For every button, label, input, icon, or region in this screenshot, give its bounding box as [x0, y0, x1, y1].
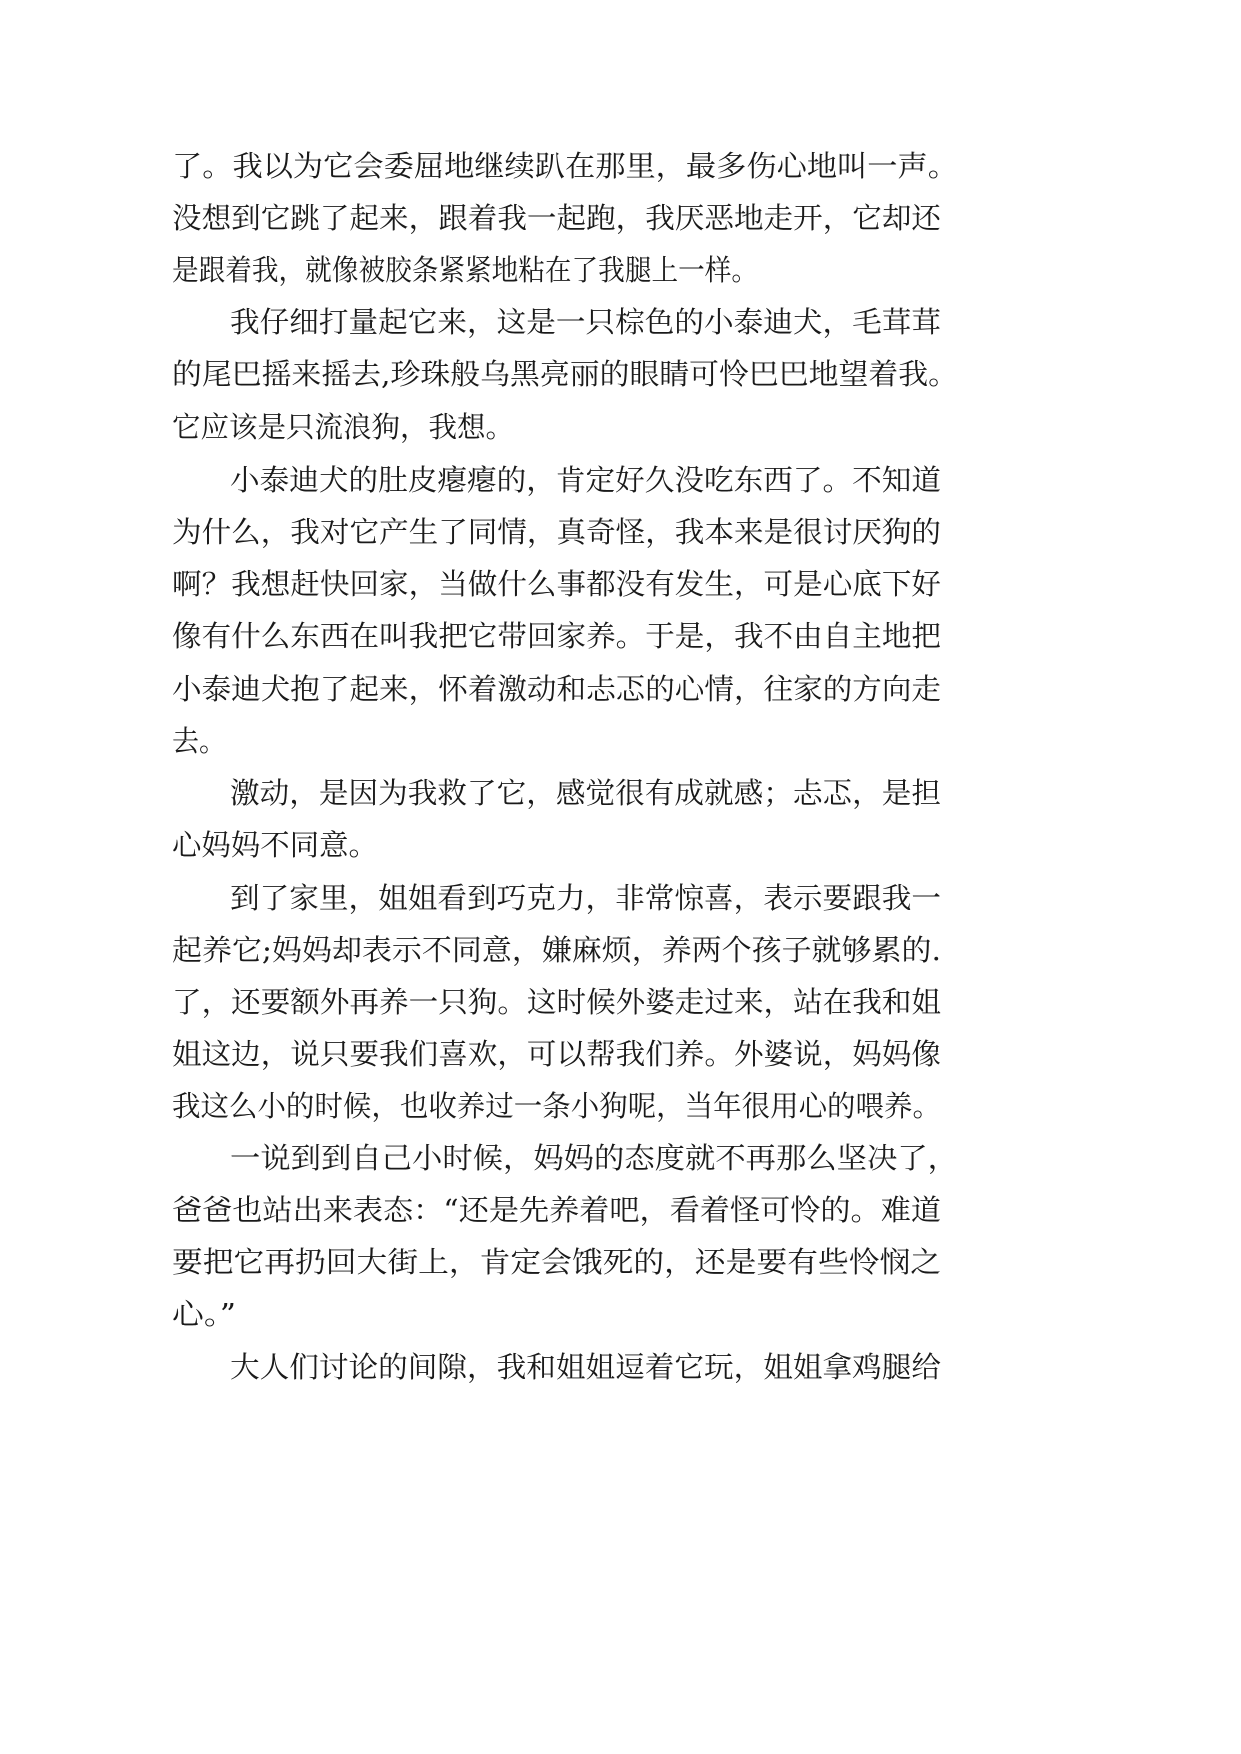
text-line: 啊？我想赶快回家，当做什么事都没有发生，可是心底下好 — [172, 567, 942, 601]
text-line: 没想到它跳了起来，跟着我一起跑，我厌恶地走开，它却还 — [172, 201, 942, 235]
text-line: 起养它;妈妈却表示不同意，嫌麻烦，养两个孩子就够累的. — [172, 933, 941, 967]
text-line: 姐这边，说只要我们喜欢，可以帮我们养。外婆说，妈妈像 — [172, 1037, 942, 1071]
text-line: 像有什么东西在叫我把它带回家养。于是，我不由自主地把 — [172, 619, 942, 653]
text-line: 了。我以为它会委屈地继续趴在那里，最多伤心地叫一声。 — [172, 149, 958, 183]
text-line: 去。 — [172, 724, 227, 758]
text-line: 激动，是因为我救了它，感觉很有成就感；忐忑，是担 — [230, 776, 941, 810]
text-line: 到了家里，姐姐看到巧克力，非常惊喜，表示要跟我一 — [230, 881, 941, 915]
text-line: 为什么，我对它产生了同情，真奇怪，我本来是很讨厌狗的 — [172, 515, 942, 549]
text-line: 它应该是只流浪狗，我想。 — [172, 410, 514, 444]
text-line: 爸爸也站出来表态：“还是先养着吧，看着怪可怜的。难道 — [172, 1193, 941, 1227]
text-line: 了，还要额外再养一只狗。这时候外婆走过来，站在我和姐 — [172, 985, 942, 1019]
text-line: 大人们讨论的间隙，我和姐姐逗着它玩，姐姐拿鸡腿给 — [230, 1350, 941, 1384]
text-line: 是跟着我，就像被胶条紧紧地粘在了我腿上一样。 — [172, 253, 759, 287]
text-line: 小泰迪犬抱了起来，怀着激动和忐忑的心情，往家的方向走 — [172, 672, 942, 706]
text-line: 心妈妈不同意。 — [172, 828, 378, 862]
text-line: 的尾巴摇来摇去,珍珠般乌黑亮丽的眼睛可怜巴巴地望着我。 — [172, 357, 958, 391]
text-line: 一说到到自己小时候，妈妈的态度就不再那么坚决了， — [230, 1141, 959, 1175]
text-line: 我这么小的时候，也收养过一条小狗呢，当年很用心的喂养。 — [172, 1089, 941, 1123]
text-line: 我仔细打量起它来，这是一只棕色的小泰迪犬，毛茸茸 — [230, 305, 941, 339]
text-line: 要把它再扔回大街上，肯定会饿死的，还是要有些怜悯之 — [172, 1245, 942, 1279]
text-line: 心。” — [172, 1297, 236, 1331]
text-line: 小泰迪犬的肚皮瘪瘪的，肯定好久没吃东西了。不知道 — [230, 463, 941, 497]
